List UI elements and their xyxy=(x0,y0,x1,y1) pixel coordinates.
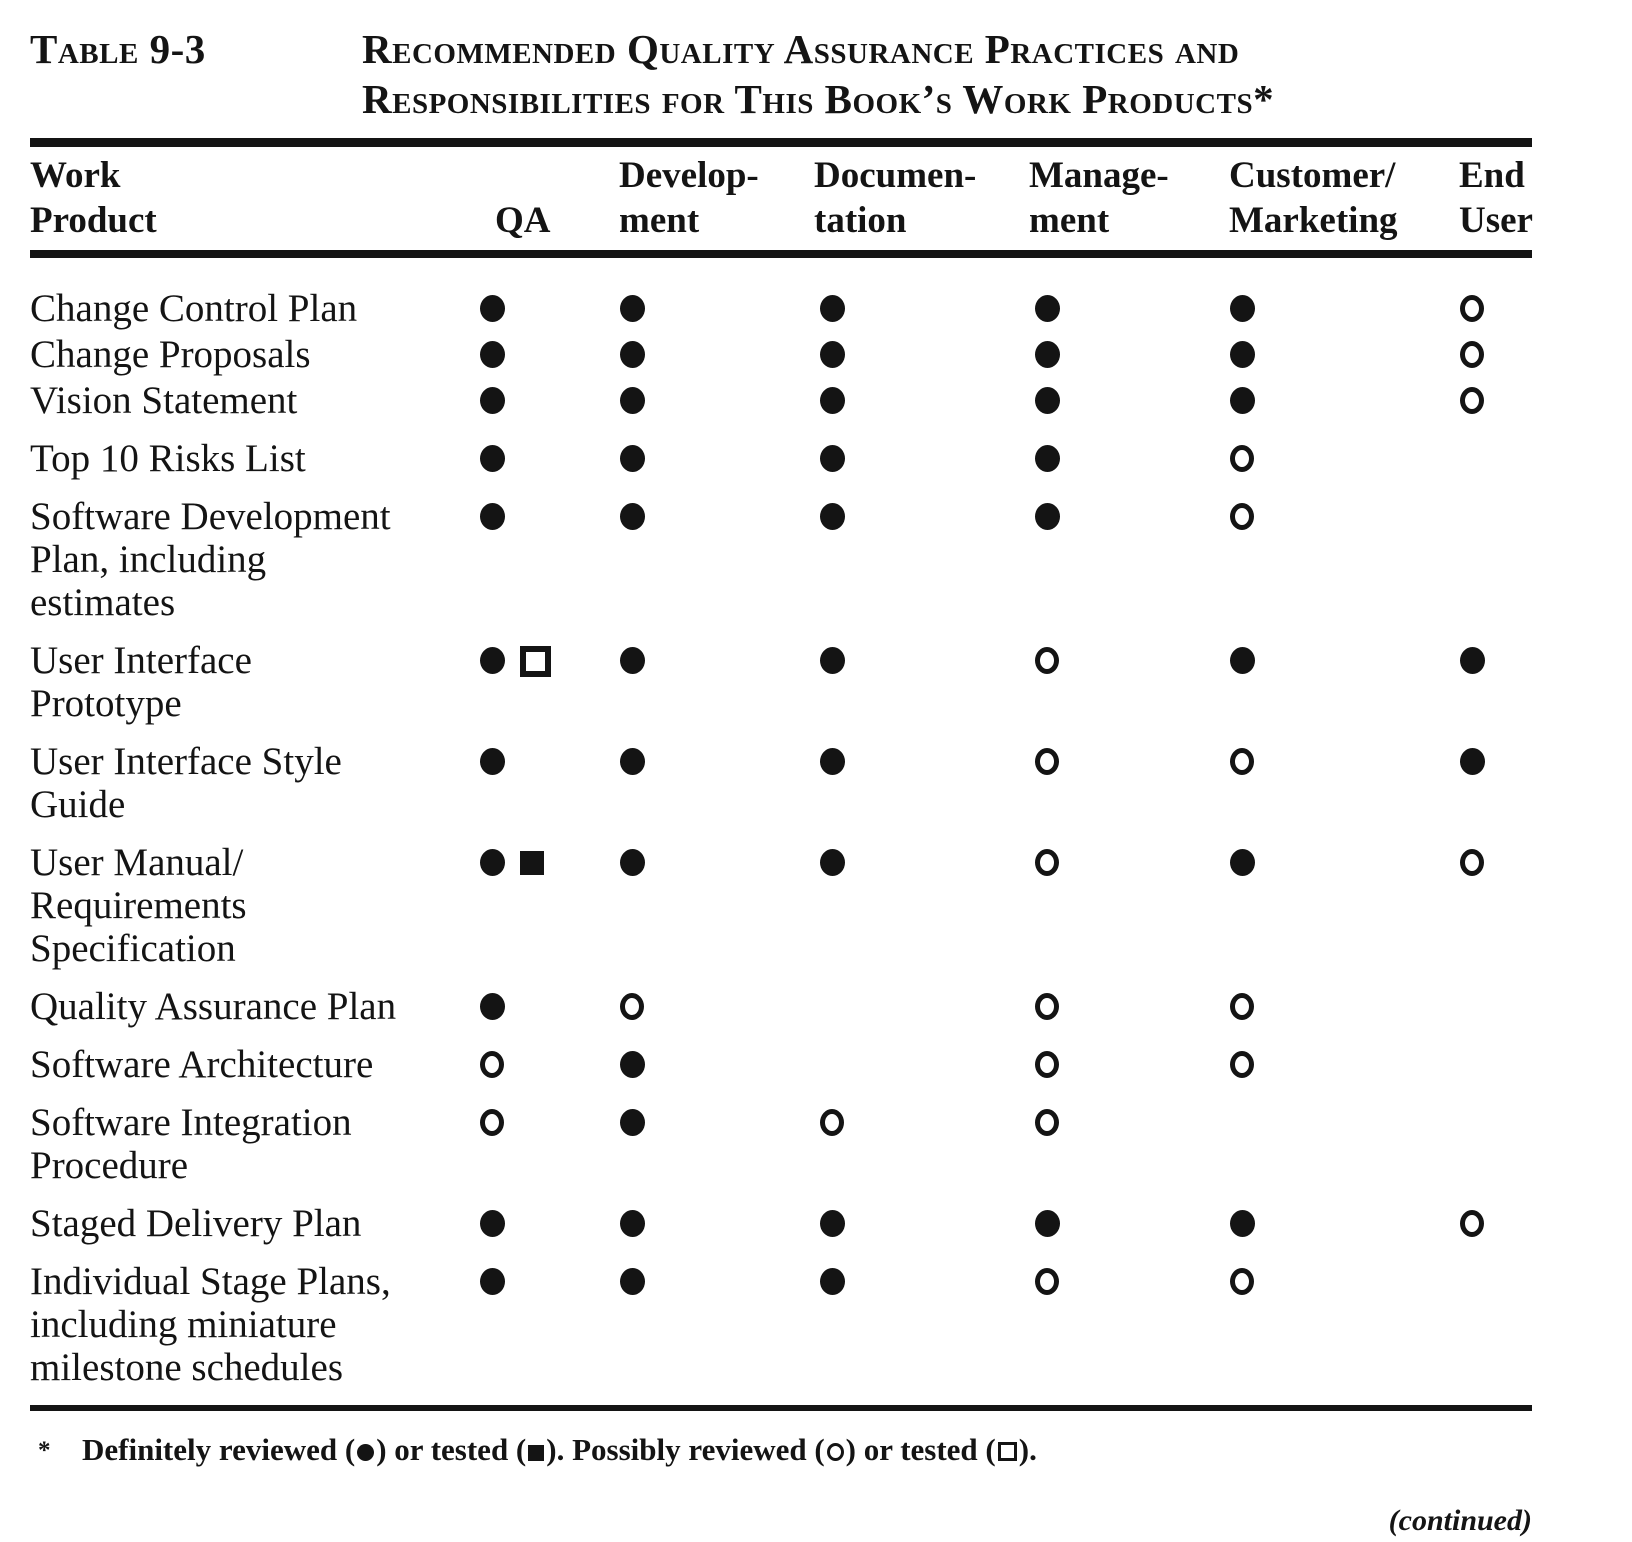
filled-circle-icon xyxy=(820,445,845,472)
filled-circle-icon xyxy=(480,445,505,472)
filled-circle-icon xyxy=(620,1051,645,1078)
filled-circle-icon xyxy=(1035,341,1060,368)
qa-cell xyxy=(475,1101,615,1187)
open-circle-icon xyxy=(1460,849,1484,876)
open-circle-icon xyxy=(1035,993,1059,1020)
management-cell xyxy=(1025,841,1225,970)
end-user-cell xyxy=(1455,1101,1532,1187)
documentation-cell xyxy=(810,437,1025,480)
filled-circle-icon xyxy=(620,1268,645,1295)
filled-circle-icon xyxy=(820,341,845,368)
work-product-label xyxy=(30,841,475,970)
documentation-cell xyxy=(810,740,1025,826)
documentation-cell xyxy=(810,985,1025,1028)
qa-cell xyxy=(475,1043,615,1086)
table-title xyxy=(362,24,1274,124)
filled-circle-icon xyxy=(820,387,845,414)
qa-cell xyxy=(475,379,615,422)
qa-cell xyxy=(475,740,615,826)
table-row xyxy=(30,379,1532,422)
filled-circle-icon xyxy=(820,748,845,775)
table-row xyxy=(30,1260,1532,1389)
filled-circle-icon xyxy=(820,1210,845,1237)
end-user-cell xyxy=(1455,1043,1532,1086)
development-cell xyxy=(615,1101,810,1187)
column-header-work-product xyxy=(30,153,475,243)
label-line: Specification xyxy=(30,927,236,970)
label-line: Staged Delivery Plan xyxy=(30,1202,362,1245)
filled-circle-icon xyxy=(480,387,505,414)
filled-circle-icon xyxy=(1230,341,1255,368)
filled-circle-icon xyxy=(620,647,645,674)
label-line: milestone schedules xyxy=(30,1346,344,1389)
label-line: estimates xyxy=(30,581,176,624)
label-line: Guide xyxy=(30,783,126,826)
label-line: Plan, including xyxy=(30,538,267,581)
header-line: ment xyxy=(619,200,700,241)
management-cell xyxy=(1025,287,1225,330)
table-area xyxy=(30,24,1532,1411)
customer-marketing-cell xyxy=(1225,1202,1455,1245)
work-product-label xyxy=(30,1043,475,1086)
label-line: Procedure xyxy=(30,1144,189,1187)
footnote-text: Definitely reviewed ( ) or tested ( ). Possibly reviewed ( ) or tested ( ). xyxy=(82,1432,1037,1467)
header-line: Customer/ xyxy=(1229,155,1396,196)
filled-circle-icon xyxy=(480,647,505,674)
management-cell xyxy=(1025,1101,1225,1187)
footnote xyxy=(30,1431,1532,1470)
open-circle-icon xyxy=(827,1443,844,1461)
open-circle-icon xyxy=(1035,1109,1059,1136)
filled-circle-icon xyxy=(620,295,645,322)
table-title-line-1: Recommended Quality Assurance Practices and xyxy=(362,26,1240,72)
footnote-asterisk: * xyxy=(38,1437,51,1464)
filled-circle-icon xyxy=(1230,387,1255,414)
filled-circle-icon xyxy=(820,503,845,530)
bottom-rule xyxy=(30,1405,1532,1411)
table-row xyxy=(30,1101,1532,1187)
customer-marketing-cell xyxy=(1225,841,1455,970)
management-cell xyxy=(1025,1043,1225,1086)
customer-marketing-cell xyxy=(1225,287,1455,330)
filled-circle-icon xyxy=(820,647,845,674)
development-cell xyxy=(615,740,810,826)
filled-circle-icon xyxy=(620,849,645,876)
customer-marketing-cell xyxy=(1225,985,1455,1028)
header-line: Work xyxy=(30,155,121,196)
table-row xyxy=(30,333,1532,376)
end-user-cell xyxy=(1455,1202,1532,1245)
label-line: Requirements xyxy=(30,884,247,927)
open-circle-icon xyxy=(1230,748,1254,775)
filled-circle-icon xyxy=(480,1210,505,1237)
development-cell xyxy=(615,379,810,422)
management-cell xyxy=(1025,639,1225,725)
column-header-end-user xyxy=(1455,153,1532,243)
filled-circle-icon xyxy=(820,849,845,876)
qa-cell xyxy=(475,1202,615,1245)
label-line: Software Architecture xyxy=(30,1043,374,1086)
open-circle-icon xyxy=(1460,1210,1484,1237)
table-row xyxy=(30,841,1532,970)
development-cell xyxy=(615,333,810,376)
column-header-development xyxy=(615,153,810,243)
filled-circle-icon xyxy=(1230,1210,1255,1237)
filled-circle-icon xyxy=(1035,1210,1060,1237)
customer-marketing-cell xyxy=(1225,1043,1455,1086)
table-body xyxy=(30,258,1532,1389)
filled-circle-icon xyxy=(820,295,845,322)
development-cell xyxy=(615,1260,810,1389)
customer-marketing-cell xyxy=(1225,333,1455,376)
table-caption xyxy=(30,24,1532,124)
filled-circle-icon xyxy=(820,1268,845,1295)
filled-circle-icon xyxy=(1230,295,1255,322)
header-line: Manage- xyxy=(1029,155,1169,196)
end-user-cell xyxy=(1455,841,1532,970)
column-header-qa xyxy=(475,153,615,243)
label-line: Change Proposals xyxy=(30,333,311,376)
management-cell xyxy=(1025,379,1225,422)
work-product-label xyxy=(30,639,475,725)
filled-circle-icon xyxy=(1460,748,1485,775)
filled-circle-icon xyxy=(480,1268,505,1295)
documentation-cell xyxy=(810,333,1025,376)
table-row xyxy=(30,1202,1532,1245)
filled-square-icon xyxy=(520,851,544,875)
documentation-cell xyxy=(810,639,1025,725)
development-cell xyxy=(615,287,810,330)
end-user-cell xyxy=(1455,437,1532,480)
customer-marketing-cell xyxy=(1225,379,1455,422)
table-number-label: Table 9-3 xyxy=(30,26,206,72)
open-circle-icon xyxy=(1230,993,1254,1020)
open-circle-icon xyxy=(1460,387,1484,414)
filled-circle-icon xyxy=(620,445,645,472)
development-cell xyxy=(615,1202,810,1245)
open-circle-icon xyxy=(1035,1051,1059,1078)
open-circle-icon xyxy=(1460,341,1484,368)
documentation-cell xyxy=(810,841,1025,970)
label-line: User Interface Style xyxy=(30,740,342,783)
label-line: Change Control Plan xyxy=(30,287,358,330)
open-circle-icon xyxy=(1230,503,1254,530)
filled-circle-icon xyxy=(1230,849,1255,876)
header-separator-rule xyxy=(30,250,1532,258)
documentation-cell xyxy=(810,1043,1025,1086)
header-line: ment xyxy=(1029,200,1110,241)
header-line: tation xyxy=(814,200,907,241)
column-header-documentation xyxy=(810,153,1025,243)
qa-cell xyxy=(475,985,615,1028)
table-row xyxy=(30,1043,1532,1086)
end-user-cell xyxy=(1455,740,1532,826)
development-cell xyxy=(615,639,810,725)
column-header-row xyxy=(30,153,1532,243)
table-row xyxy=(30,495,1532,624)
column-header-customer-marketing xyxy=(1225,153,1455,243)
open-circle-icon xyxy=(1035,647,1059,674)
documentation-cell xyxy=(810,495,1025,624)
filled-circle-icon xyxy=(480,295,505,322)
development-cell xyxy=(615,1043,810,1086)
open-circle-icon xyxy=(1035,849,1059,876)
filled-circle-icon xyxy=(620,503,645,530)
open-square-icon xyxy=(998,1442,1017,1461)
customer-marketing-cell xyxy=(1225,1260,1455,1389)
management-cell xyxy=(1025,740,1225,826)
filled-circle-icon xyxy=(480,503,505,530)
development-cell xyxy=(615,495,810,624)
work-product-label xyxy=(30,333,475,376)
qa-cell xyxy=(475,333,615,376)
work-product-label xyxy=(30,1202,475,1245)
filled-circle-icon xyxy=(1035,445,1060,472)
end-user-cell xyxy=(1455,985,1532,1028)
table-row xyxy=(30,740,1532,826)
qa-cell xyxy=(475,495,615,624)
label-line: Top 10 Risks List xyxy=(30,437,306,480)
continued-note: (continued) xyxy=(1388,1504,1532,1537)
end-user-cell xyxy=(1455,1260,1532,1389)
open-circle-icon xyxy=(480,1051,504,1078)
documentation-cell xyxy=(810,1101,1025,1187)
development-cell xyxy=(615,437,810,480)
qa-cell xyxy=(475,287,615,330)
customer-marketing-cell xyxy=(1225,495,1455,624)
filled-circle-icon xyxy=(480,341,505,368)
open-circle-icon xyxy=(1230,1051,1254,1078)
label-line: Vision Statement xyxy=(30,379,298,422)
table-row xyxy=(30,437,1532,480)
label-line: User Manual/ xyxy=(30,841,244,884)
qa-cell xyxy=(475,1260,615,1389)
management-cell xyxy=(1025,985,1225,1028)
development-cell xyxy=(615,985,810,1028)
customer-marketing-cell xyxy=(1225,740,1455,826)
open-circle-icon xyxy=(620,993,644,1020)
management-cell xyxy=(1025,437,1225,480)
header-line: Develop- xyxy=(619,155,759,196)
label-line: Individual Stage Plans, xyxy=(30,1260,391,1303)
end-user-cell xyxy=(1455,333,1532,376)
label-line: including miniature xyxy=(30,1303,337,1346)
qa-cell xyxy=(475,437,615,480)
table-row xyxy=(30,639,1532,725)
development-cell xyxy=(615,841,810,970)
open-square-icon xyxy=(520,646,551,677)
filled-circle-icon xyxy=(620,341,645,368)
end-user-cell xyxy=(1455,639,1532,725)
filled-circle-icon xyxy=(620,1109,645,1136)
work-product-label xyxy=(30,379,475,422)
filled-circle-icon xyxy=(620,748,645,775)
top-double-rule xyxy=(30,138,1532,147)
work-product-label xyxy=(30,740,475,826)
work-product-label xyxy=(30,1101,475,1187)
filled-circle-icon xyxy=(1035,503,1060,530)
open-circle-icon xyxy=(1035,1268,1059,1295)
filled-circle-icon xyxy=(357,1444,374,1461)
table-row xyxy=(30,985,1532,1028)
filled-circle-icon xyxy=(480,849,505,876)
work-product-label xyxy=(30,495,475,624)
filled-circle-icon xyxy=(480,993,505,1020)
documentation-cell xyxy=(810,1260,1025,1389)
management-cell xyxy=(1025,1202,1225,1245)
label-line: Prototype xyxy=(30,682,182,725)
header-line: End xyxy=(1459,155,1525,196)
filled-circle-icon xyxy=(1230,647,1255,674)
column-header-management xyxy=(1025,153,1225,243)
documentation-cell xyxy=(810,287,1025,330)
header-line: Documen- xyxy=(814,155,977,196)
customer-marketing-cell xyxy=(1225,639,1455,725)
qa-cell xyxy=(475,639,615,725)
documentation-cell xyxy=(810,1202,1025,1245)
end-user-cell xyxy=(1455,495,1532,624)
work-product-label xyxy=(30,1260,475,1389)
filled-circle-icon xyxy=(1460,647,1485,674)
header-line: Product xyxy=(30,200,157,241)
open-circle-icon xyxy=(1230,1268,1254,1295)
filled-circle-icon xyxy=(1035,387,1060,414)
work-product-label xyxy=(30,437,475,480)
end-user-cell xyxy=(1455,379,1532,422)
table-row xyxy=(30,287,1532,330)
work-product-label xyxy=(30,985,475,1028)
open-circle-icon xyxy=(820,1109,844,1136)
filled-circle-icon xyxy=(480,748,505,775)
documentation-cell xyxy=(810,379,1025,422)
qa-cell xyxy=(475,841,615,970)
filled-circle-icon xyxy=(620,1210,645,1237)
header-line: Marketing xyxy=(1229,200,1398,241)
management-cell xyxy=(1025,495,1225,624)
management-cell xyxy=(1025,1260,1225,1389)
customer-marketing-cell xyxy=(1225,1101,1455,1187)
open-circle-icon xyxy=(1230,445,1254,472)
end-user-cell xyxy=(1455,287,1532,330)
label-line: Quality Assurance Plan xyxy=(30,985,397,1028)
header-line: QA xyxy=(495,200,551,241)
filled-circle-icon xyxy=(620,387,645,414)
table-title-line-2: Responsibilities for This Book’s Work Products* xyxy=(362,76,1275,122)
work-product-label xyxy=(30,287,475,330)
label-line: User Interface xyxy=(30,639,252,682)
header-line xyxy=(495,153,615,198)
management-cell xyxy=(1025,333,1225,376)
label-line: Software Development xyxy=(30,495,391,538)
open-circle-icon xyxy=(1035,748,1059,775)
filled-circle-icon xyxy=(1035,295,1060,322)
filled-square-icon xyxy=(528,1445,544,1461)
customer-marketing-cell xyxy=(1225,437,1455,480)
header-line: User xyxy=(1459,200,1533,241)
label-line: Software Integration xyxy=(30,1101,352,1144)
open-circle-icon xyxy=(480,1109,504,1136)
open-circle-icon xyxy=(1460,295,1484,322)
